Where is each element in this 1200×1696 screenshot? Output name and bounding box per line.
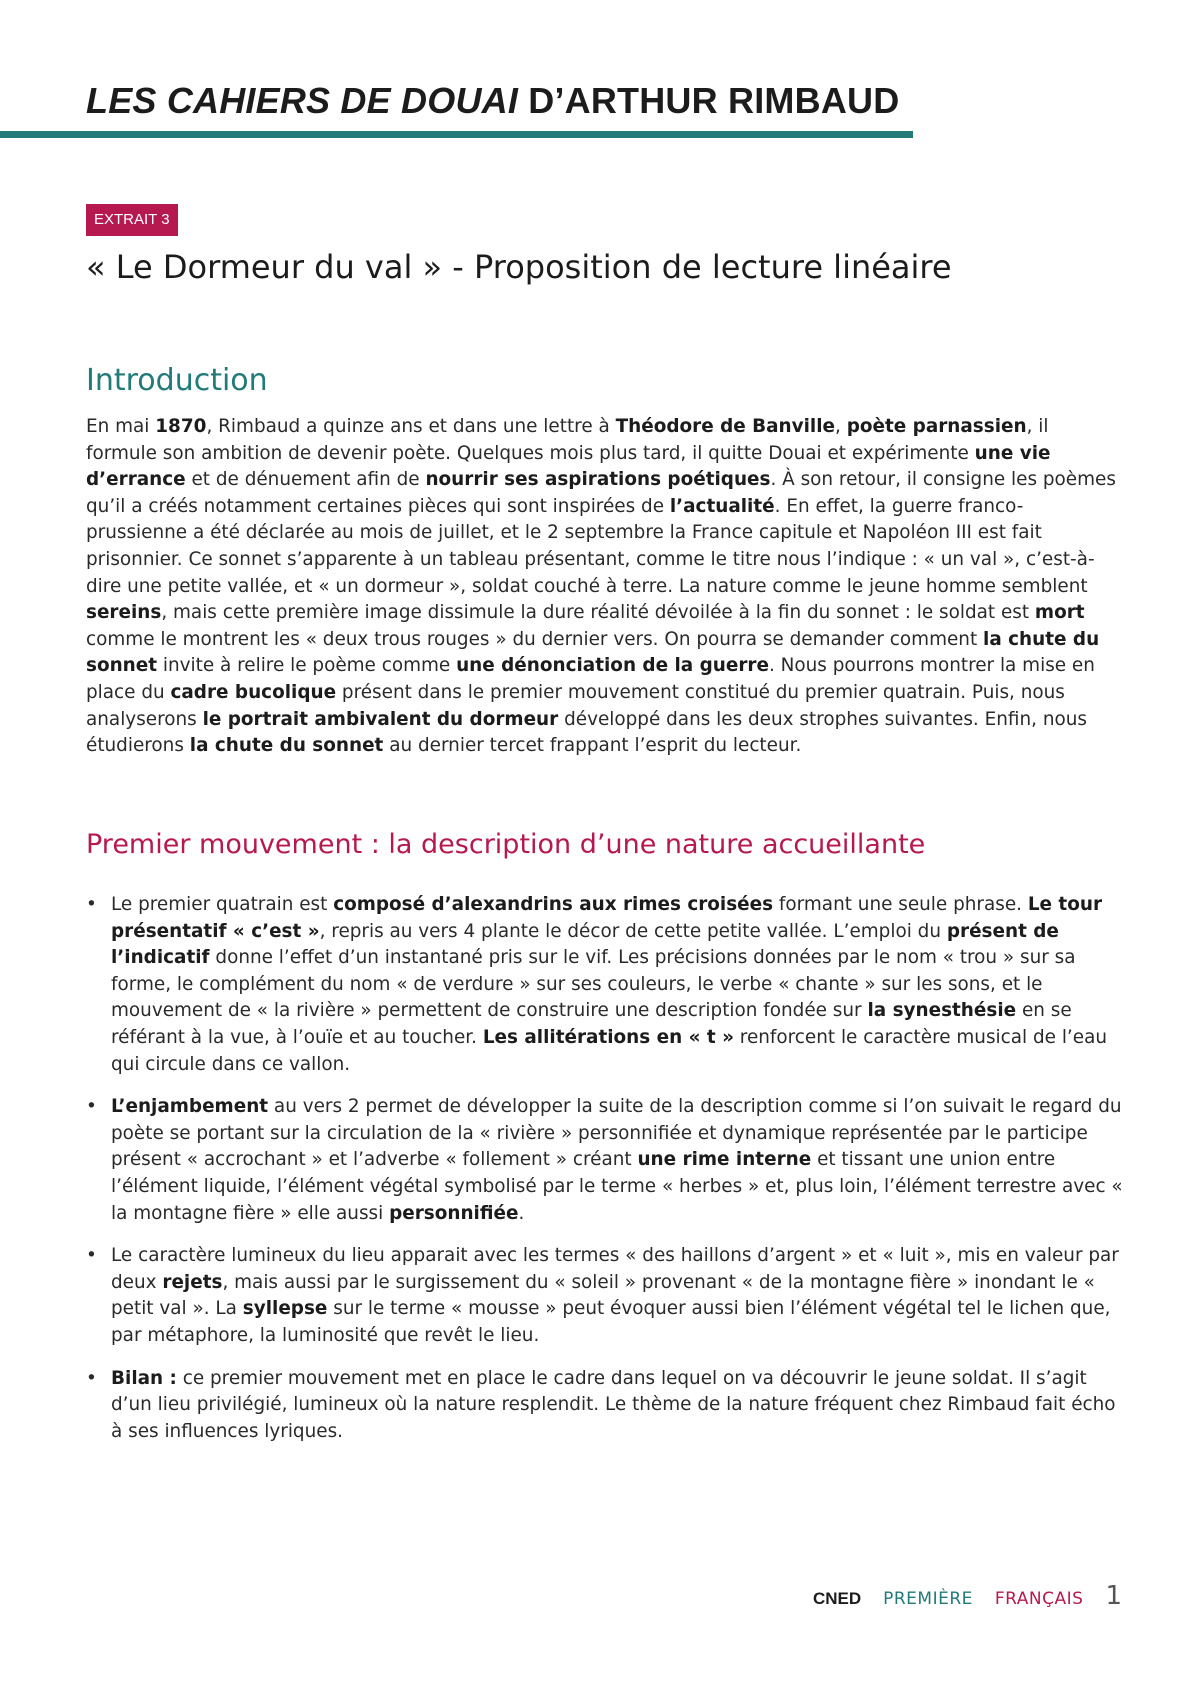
title-space: [518, 80, 528, 121]
header-rule: [0, 131, 913, 138]
introduction-heading: Introduction: [86, 363, 268, 398]
title-author-part: D’ARTHUR RIMBAUD: [528, 80, 900, 121]
first-movement-heading: Premier mouvement : la description d’une nature accueillante: [86, 829, 926, 860]
analysis-bullet-list: [86, 892, 1126, 1461]
list-item: • L’enjambement au vers 2 permet de développer la suite de la description comme si l’on suivait le regard du poète se portant sur la circulation de la « rivière » personnifiée et dynamique représentée par le participe présent « accrochant » et l’adverbe « follement » créant une rime interne et tissant une union entre l’élément liquide, l’élément végétal symbolisé par le terme « herbes » et, plus loin, l’élément terrestre avec « la montagne fière » elle aussi personnifiée.: [86, 1094, 1126, 1227]
footer-level: PREMIÈRE: [883, 1589, 973, 1609]
extract-badge: EXTRAIT 3: [86, 204, 178, 236]
list-item: • Le premier quatrain est composé d’alexandrins aux rimes croisées formant une seule phrase. Le tour présentatif « c’est », repris au vers 4 plante le décor de cette petite vallée. L’emploi du présent de l’indicatif donne l’effet d’un instantané pris sur le vif. Les précisions données par le nom « trou » sur sa forme, le complément du nom « de verdure » sur ses couleurs, le verbe « chante » sur les sons, et le mouvement de « la rivière » permettent de construire une description fondée sur la synesthésie en se référant à la vue, à l’ouïe et au toucher. Les allitérations en « t » renforcent le caractère musical de l’eau qui circule dans ce vallon.: [86, 892, 1126, 1078]
list-item: • Bilan : ce premier mouvement met en place le cadre dans lequel on va découvrir le jeune soldat. Il s’agit d’un lieu privilégié, lumineux où la nature resplendit. Le thème de la nature fréquent chez Rimbaud fait écho à ses influences lyriques.: [86, 1366, 1126, 1446]
extract-title: « Le Dormeur du val » - Proposition de lecture linéaire: [86, 248, 952, 286]
footer-brand: CNED: [812, 1589, 862, 1608]
page-footer: [813, 1581, 1122, 1611]
list-item: • Le caractère lumineux du lieu apparait avec les termes « des haillons d’argent » et « luit », mis en valeur par deux rejets, mais aussi par le surgissement du « soleil » provenant « de la montagne fière » inondant le « petit val ». La syllepse sur le terme « mousse » peut évoquer aussi bien l’élément végétal tel le lichen que, par métaphore, la luminosité que revêt le lieu.: [86, 1243, 1126, 1349]
introduction-paragraph: En mai 1870, Rimbaud a quinze ans et dans une lettre à Théodore de Banville, poète parnassien, il formule son ambition de devenir poète. Quelques mois plus tard, il quitte Douai et expérimente une vie d’errance et de dénuement afin de nourrir ses aspirations poétiques. À son retour, il consigne les poèmes qu’il a créés notamment certaines pièces qui sont inspirées de l’actualité. En effet, la guerre franco-prussienne a été déclarée au mois de juillet, et le 2 septembre la France capitule et Napoléon III est fait prisonnier. Ce sonnet s’apparente à un tableau présentant, comme le titre nous l’indique : « un val », c’est-à-dire une petite vallée, et « un dormeur », soldat couché à terre. La nature comme le jeune homme semblent sereins, mais cette première image dissimule la dure réalité dévoilée à la fin du sonnet : le soldat est mort comme le montrent les « deux trous rouges » du dernier vers. On pourra se demander comment la chute du sonnet invite à relire le poème comme une dénonciation de la guerre. Nous pourrons montrer la mise en place du cadre bucolique présent dans le premier mouvement constitué du premier quatrain. Puis, nous analyserons le portrait ambivalent du dormeur développé dans les deux strophes suivantes. Enfin, nous étudierons la chute du sonnet au dernier tercet frappant l’esprit du lecteur.: [86, 416, 1116, 757]
title-italic-part: LES CAHIERS DE DOUAI: [86, 80, 519, 121]
page-number: 1: [1105, 1581, 1122, 1611]
footer-subject: FRANÇAIS: [994, 1589, 1084, 1609]
document-title: [86, 80, 899, 122]
